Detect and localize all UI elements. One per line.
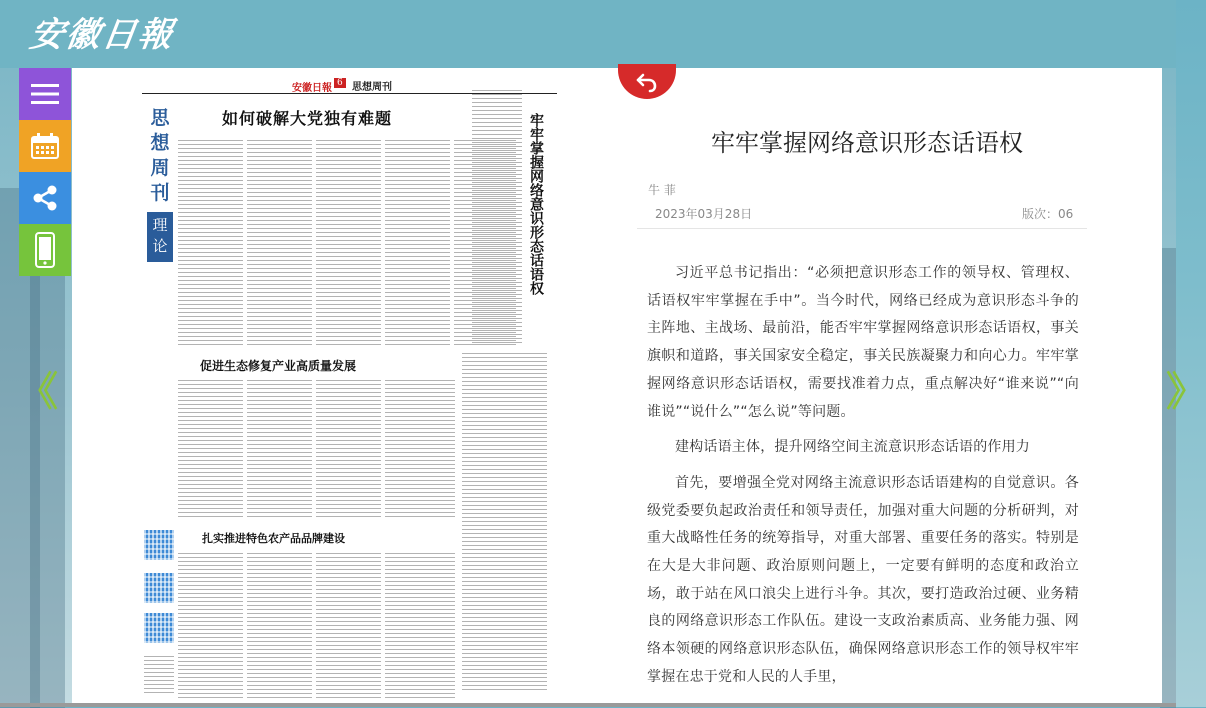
vertical-headline[interactable] — [528, 113, 548, 295]
column-tag — [147, 212, 173, 262]
next-page-arrow[interactable]: 》 — [1166, 369, 1206, 415]
article-text-block[interactable] — [178, 553, 243, 698]
article-text-block[interactable] — [462, 353, 547, 693]
article-paragraph: 习近平总书记指出：“必须把意识形态工作的领导权、管理权、话语权牢牢掌握在手中”。当今时代，网络已经成为意识形态斗争的主阵地、主战场、最前沿，能否牢牢掌握网络意识形态话语权，事关旗帜和道路，事关国家安全稳定，事关民族凝聚力和向心力。牢牢掌握网络意识形态话语权，需要找准着力点，重点解决好“谁来说”“向谁说”“说什么”“怎么说”等问题。 — [647, 265, 1079, 420]
contact-text — [144, 656, 174, 696]
article-text-block[interactable] — [385, 140, 450, 345]
article-text-block[interactable] — [316, 553, 381, 698]
qr-code — [144, 573, 174, 603]
article-title: 牢牢掌握网络意识形态话语权 — [711, 129, 1023, 157]
article-author: 牛 菲 — [648, 183, 676, 197]
section-name: 思想周刊 — [352, 82, 392, 93]
article-subheading: 建构话语主体，提升网络空间主流意识形态话语的作用力 — [675, 439, 1030, 456]
article-text-block[interactable] — [472, 90, 522, 345]
headline-third[interactable]: 扎实推进特色农产品品牌建设 — [202, 532, 345, 545]
article-text-block[interactable] — [247, 140, 312, 345]
article-text-block[interactable] — [247, 380, 312, 520]
divider — [637, 228, 1087, 229]
headline-main[interactable]: 如何破解大党独有难题 — [222, 109, 393, 128]
article-edition: 版次：06 — [1022, 207, 1074, 221]
previous-page-arrow[interactable]: 《 — [18, 369, 58, 415]
article-text-block[interactable] — [385, 553, 455, 698]
calendar-button[interactable] — [19, 120, 71, 172]
column-title — [147, 106, 173, 206]
article-paragraph: 首先，要增强全党对网络主流意识形态话语建构的自觉意识。各级党委要负起政治责任和领导责任，加强对重大问题的分析研判，对重大战略性任务的统筹指导，对重大部署、重要任务的落实。特别是在大是大非问题、政治原则问题上，一定要有鲜明的态度和政治立场，敢于站在风口浪尖上进行斗争。其次，要打造政治过硬、业务精良的网络意识形态工作队伍。建设一支政治素质高、业务能力强、网络本领硬的网络意识形态队伍，确保网络意识形态工作的领导权牢牢掌握在忠于党和人民的人手里， — [647, 474, 1079, 685]
menu-button[interactable] — [19, 68, 71, 120]
article-text-block[interactable] — [247, 553, 312, 698]
column-tag-char: 论 — [152, 237, 168, 255]
article-text-block[interactable] — [178, 380, 243, 520]
return-arrow-icon — [635, 71, 659, 93]
column-title-char: 思 — [150, 107, 170, 129]
column-title-char: 刊 — [150, 182, 170, 204]
article-text-block[interactable] — [316, 140, 381, 345]
column-title-char: 想 — [150, 132, 170, 154]
article-body — [647, 260, 1079, 700]
mobile-button[interactable] — [19, 224, 71, 276]
article-date: 2023年03月28日 — [655, 207, 753, 221]
masthead-logo: 安徽日報 — [292, 83, 332, 94]
column-tag-char: 理 — [152, 216, 168, 234]
share-icon — [32, 185, 58, 211]
article-text-block[interactable] — [178, 140, 243, 345]
back-button[interactable] — [618, 64, 676, 99]
qr-code — [144, 613, 174, 643]
newspaper-page[interactable] — [72, 68, 617, 704]
newspaper-logo[interactable]: 安徽日報 — [27, 15, 177, 55]
column-title-char: 周 — [150, 157, 170, 179]
top-bar — [0, 0, 1176, 68]
vertical-headline-text: 牢牢掌握网络意识形态话语权 — [528, 113, 544, 295]
bottom-shade — [0, 703, 1176, 707]
headline-second[interactable]: 促进生态修复产业高质量发展 — [200, 359, 357, 373]
qr-code — [144, 530, 174, 560]
article-panel — [617, 68, 1162, 704]
article-text-block[interactable] — [385, 380, 455, 520]
phone-icon — [35, 232, 55, 268]
menu-icon — [31, 83, 59, 105]
share-button[interactable] — [19, 172, 71, 224]
calendar-icon — [31, 133, 59, 159]
page-number: 6 — [334, 78, 346, 88]
article-text-block[interactable] — [316, 380, 381, 520]
